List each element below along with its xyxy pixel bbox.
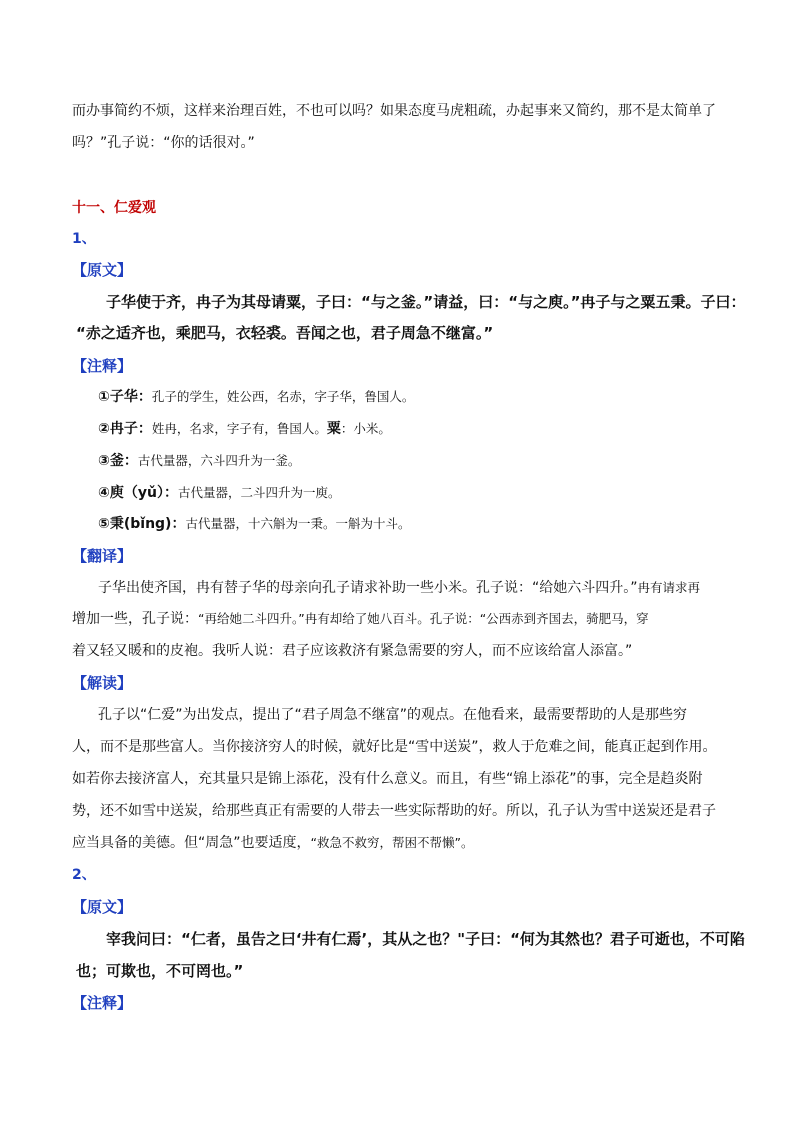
fanyi-line-1 xyxy=(98,578,700,598)
jiedu-line-5b: “救急不救穷，帮困不帮懒”。 xyxy=(310,835,474,850)
item-1-number: 1、 xyxy=(72,231,96,247)
note-4-term: ④庾（yǔ）： xyxy=(98,485,178,501)
note-1-text: 孔子的学生，姓公西，名赤，字子华，鲁国人。 xyxy=(151,389,415,404)
note-3 xyxy=(98,451,300,471)
note-2 xyxy=(98,419,391,439)
note-2-text: 姓冉，名求，字子有，鲁国人。 xyxy=(151,421,327,436)
fanyi-line-2 xyxy=(72,609,649,629)
fanyi-line-1b: 冉有请求再 xyxy=(637,580,701,595)
intro-line-2: 吗？”孔子说：“你的话很对。” xyxy=(72,135,255,151)
item-1-yuanwen-line-2: “赤之适齐也，乘肥马，衣轻裘。吾闻之也，君子周急不继富。” xyxy=(76,324,494,342)
note-5 xyxy=(98,514,410,534)
jiedu-line-3: 如若你去接济富人，充其量只是锦上添花，没有什么意义。而且，有些“锦上添花”的事，完全是趋炎附 xyxy=(72,771,703,787)
note-1 xyxy=(98,387,414,407)
jiedu-line-4: 势，还不如雪中送炭，给那些真正有需要的人带去一些实际帮助的好。所以，孔子认为雪中送炭还是君子 xyxy=(72,803,716,819)
note-5-term: ⑤秉(bǐng)： xyxy=(98,516,186,532)
note-2-text-2: ：小米。 xyxy=(340,421,391,436)
item-1-fanyi-label: 【翻译】 xyxy=(72,547,133,565)
note-4-text: 古代量器，二斗四升为一庾。 xyxy=(177,485,341,500)
item-2-yuanwen-line-2: 也；可欺也，不可罔也。” xyxy=(76,962,244,980)
intro-line-1: 而办事简约不烦，这样来治理百姓，不也可以吗？如果态度马虎粗疏，办起事来又简约，那不是太简单了 xyxy=(72,103,716,119)
jiedu-line-2: 人，而不是那些富人。当你接济穷人的时候，就好比是“雪中送炭”，救人于危难之间，能真正起到作用。 xyxy=(72,739,717,755)
fanyi-line-2a: 增加一些，孔子说： xyxy=(72,611,198,627)
fanyi-line-3: 着又轻又暖和的皮袍。我听人说：君子应该救济有紧急需要的穷人，而不应该给富人添富。” xyxy=(72,643,633,659)
item-1-zhushi-label: 【注释】 xyxy=(72,357,133,375)
note-3-text: 古代量器，六斗四升为一釜。 xyxy=(137,453,301,468)
jiedu-line-5a: 应当具备的美德。但“周急”也要适度， xyxy=(72,835,311,851)
jiedu-line-5 xyxy=(72,833,473,853)
note-3-term: ③釜： xyxy=(98,453,138,469)
note-1-term: ①子华： xyxy=(98,389,152,405)
note-2-term-2: 粟 xyxy=(326,421,341,437)
item-1-jiedu-label: 【解读】 xyxy=(72,674,133,692)
note-5-text: 古代量器，十六斛为一秉。一斛为十斗。 xyxy=(185,516,411,531)
item-2-yuanwen-line-1: 宰我问曰：“仁者，虽告之曰‘井有仁焉’，其从之也？"子曰：“何为其然也？君子可逝也，不可陷 xyxy=(106,930,745,948)
jiedu-line-1: 孔子以“仁爱”为出发点，提出了“君子周急不继富”的观点。在他看来，最需要帮助的人是那些穷 xyxy=(98,707,688,723)
item-1-yuanwen-line-1: 子华使于齐，冉子为其母请粟，子曰：“与之釜。”请益，曰：“与之庾。”冉子与之粟五秉。子曰： xyxy=(106,293,746,311)
item-2-zhushi-label: 【注释】 xyxy=(72,994,133,1012)
item-2-number: 2、 xyxy=(72,867,96,883)
item-2-yuanwen-label: 【原文】 xyxy=(72,898,133,916)
note-4 xyxy=(98,483,340,503)
fanyi-line-2b: “再给她二斗四升。”冉有却给了她八百斗。孔子说：“公西赤到齐国去，骑肥马，穿 xyxy=(198,611,649,626)
item-1-yuanwen-label: 【原文】 xyxy=(72,261,133,279)
fanyi-line-1a: 子华出使齐国，冉有替子华的母亲向孔子请求补助一些小米。孔子说：“给她六斗四升。” xyxy=(98,580,638,596)
section-title: 十一、仁爱观 xyxy=(72,200,156,216)
note-2-term: ②冉子： xyxy=(98,421,152,437)
